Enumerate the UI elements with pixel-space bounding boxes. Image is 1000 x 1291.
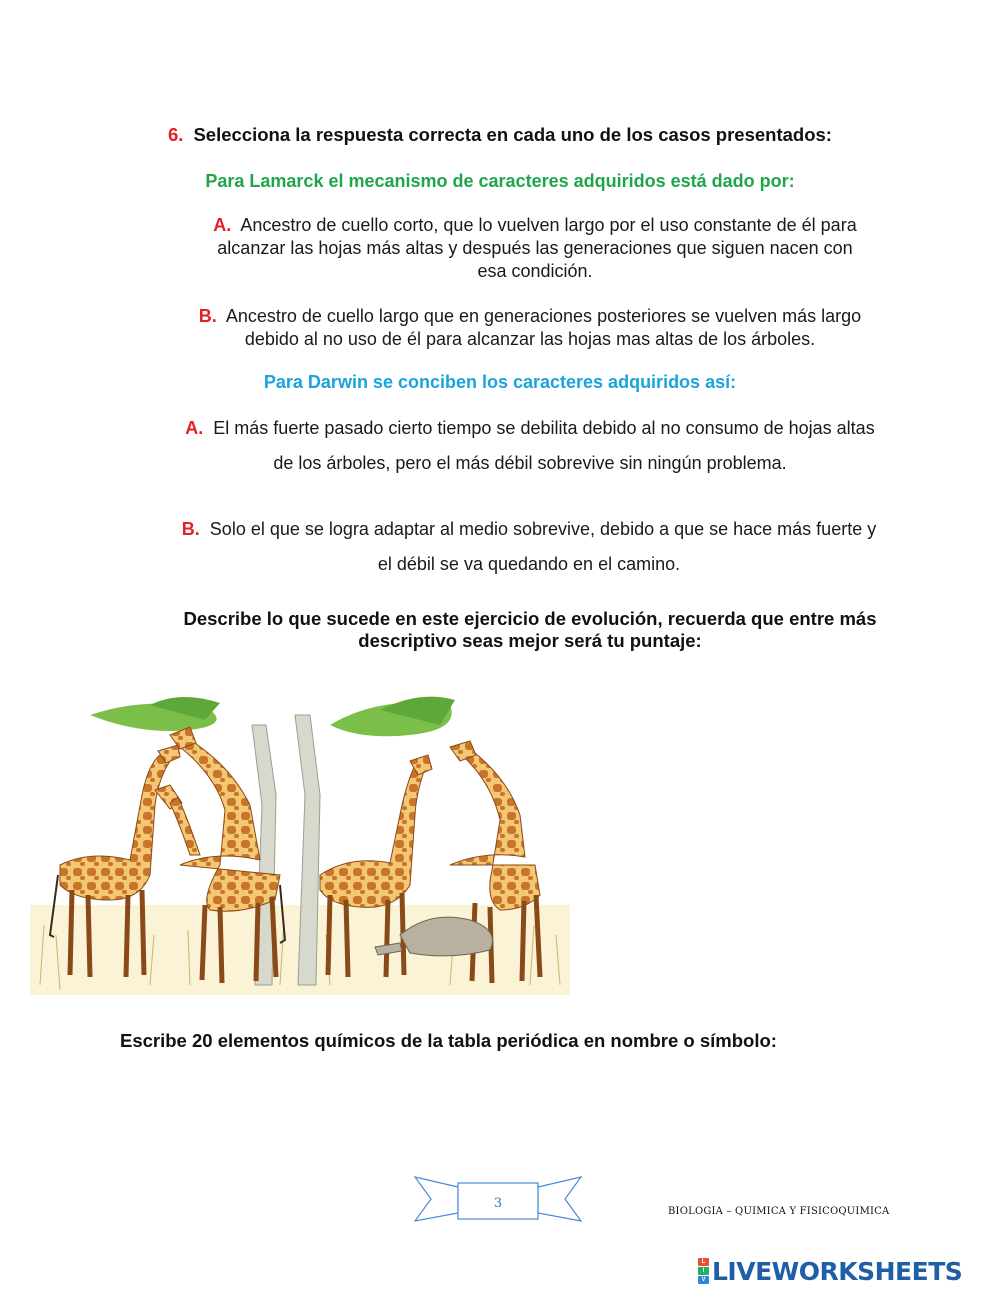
option-text: esa condición. [477,261,593,281]
darwin-option-b[interactable] [148,518,910,541]
page-number: 3 [493,1196,503,1211]
darwin-option-a[interactable] [150,417,910,440]
logo-block: V [698,1276,709,1284]
option-text: alcanzar las hojas más altas y después las generaciones que siguen nacen con [217,238,853,258]
lamarck-heading: Para Lamarck el mecanismo de caracteres adquiridos está dado por: [205,171,795,191]
option-letter: B. [198,306,217,326]
darwin-option-b-continued: el débil se va quedando en el camino. [377,554,681,574]
option-text: Ancestro de cuello largo que en generaciones posteriores se vuelven más largo [225,306,862,326]
describe-line: descriptivo seas mejor será tu puntaje: [358,630,702,651]
liveworksheets-logo[interactable] [698,1256,962,1286]
giraffe-middle-short [155,785,200,855]
describe-line: Describe lo que sucede en este ejercicio de evolución, recuerda que entre más [183,608,877,629]
logo-block: L [698,1258,709,1266]
footer-subject: BIOLOGIA – QUIMICA Y FISICOQUIMICA [668,1206,890,1217]
option-letter: A. [213,215,232,235]
option-text: debido al no uso de él para alcanzar las hojas mas altas de los árboles. [244,329,816,349]
question-number: 6. [168,124,184,145]
logo-text: LIVEWORKSHEETS [712,1256,963,1286]
logo-block: I [698,1267,709,1275]
logo-blocks [698,1258,709,1284]
darwin-option-a-continued: de los árboles, pero el más débil sobrevive sin ningún problema. [273,453,787,473]
option-letter: B. [181,519,200,539]
question-title [0,124,1000,146]
option-letter: A. [185,418,204,438]
lamarck-option-b[interactable] [160,305,900,351]
option-text: Ancestro de cuello corto, que lo vuelven largo por el uso constante de él para [240,215,857,235]
option-text: Solo el que se logra adaptar al medio sobrevive, debido a que se hace más fuerte y [209,519,877,539]
lamarck-option-a[interactable] [170,214,900,283]
question-text: Selecciona la respuesta correcta en cada uno de los casos presentados: [193,124,832,145]
describe-prompt [150,608,910,652]
darwin-heading: Para Darwin se conciben los caracteres adquiridos así: [263,372,737,392]
giraffe-evolution-illustration [30,685,570,1005]
elements-prompt: Escribe 20 elementos químicos de la tabla periódica en nombre o símbolo: [120,1030,777,1051]
option-text: El más fuerte pasado cierto tiempo se debilita debido al no consumo de hojas altas [213,418,875,438]
